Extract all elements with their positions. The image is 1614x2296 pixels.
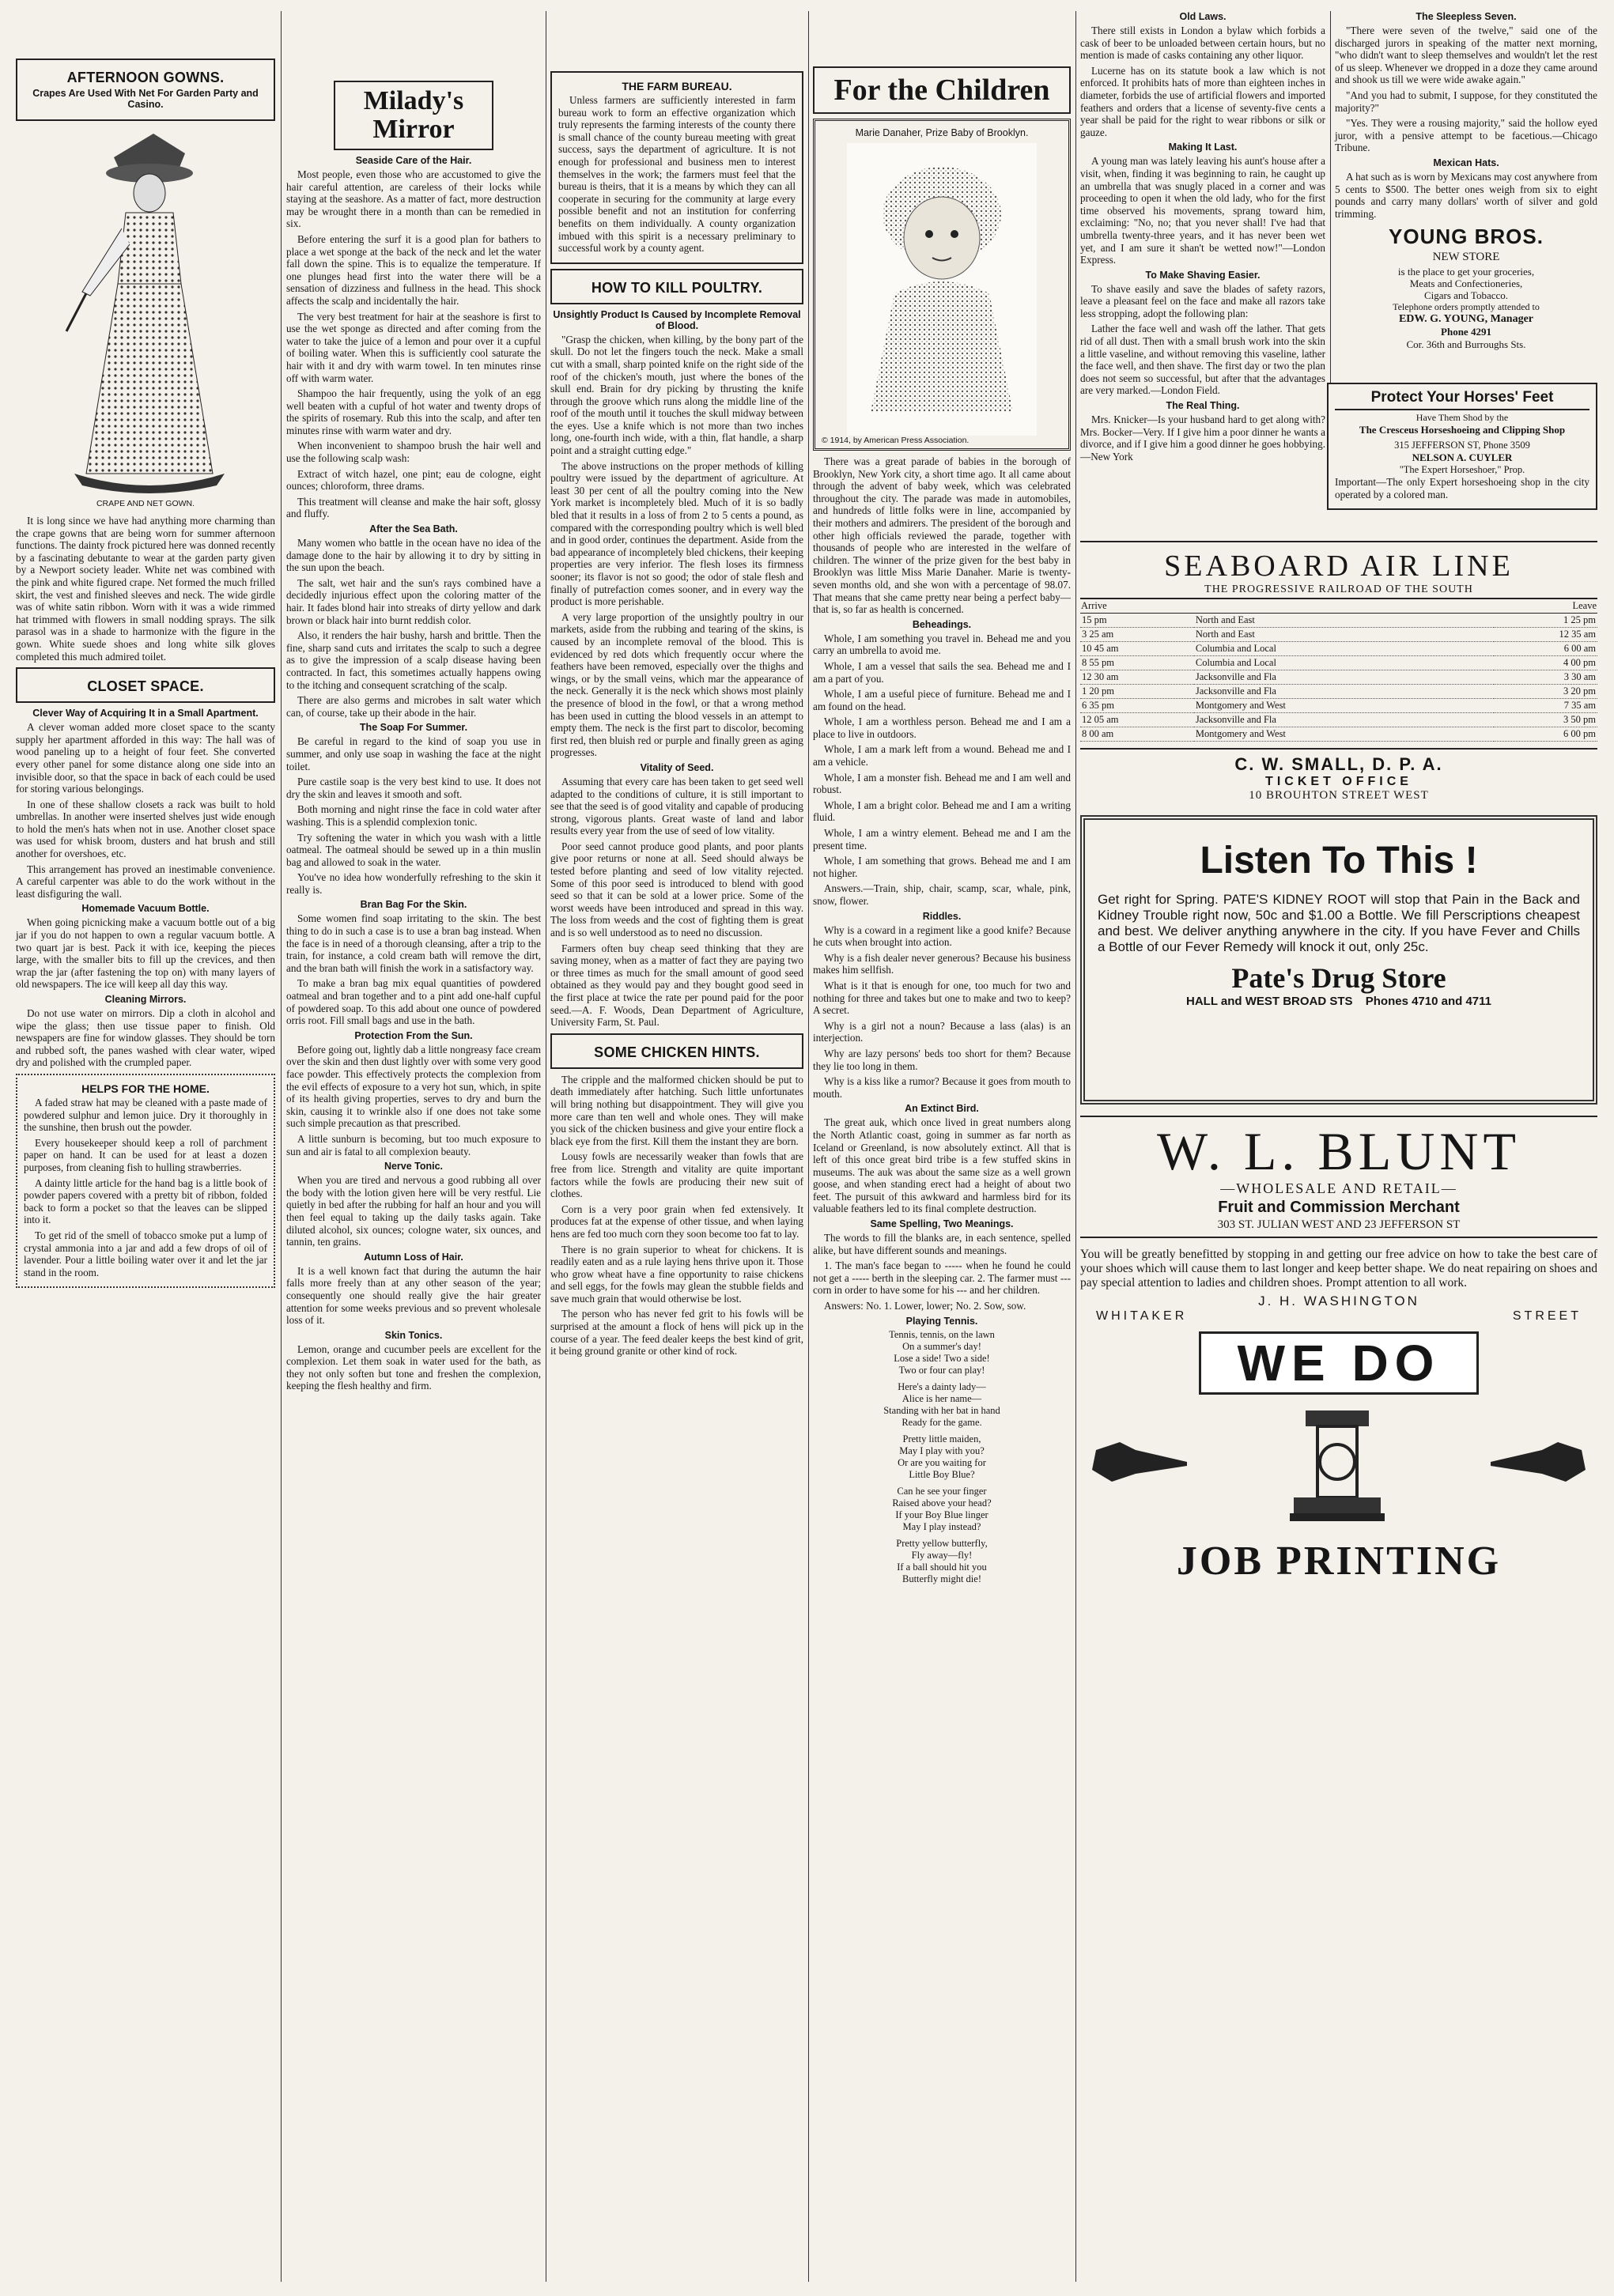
arrive-time: 1 20 pm — [1080, 685, 1194, 699]
chicken-paragraph: The cripple and the malformed chicken should be put to death immediately after hatching. Such little unfortunates will bring nothing but disappointment. They will give you more care than ten well and whole ones. They will make you sick of the chicken business and give your entire flock a black eye from the first. Kill them the instant they are born. — [550, 1073, 803, 1147]
aftersea-paragraph: Also, it renders the hair bushy, harsh and brittle. Then the fine, sharp sand cuts and irritates the scalp to such a degree as to give the impression of a scalp disease having been contracted. In fact, this sometimes actually happens owing to the itching and consequent scratching of the scalp. — [286, 629, 541, 691]
seed-paragraph: Farmers often buy cheap seed thinking that they are saving money, when as a matter of fact they are paying two or three times as much for the small amount of good seed obtained as they would pay and they bought good seed in the first place at twice the rate per pound paid for the poor seed.—A. F. Woods, Dean Department of Agriculture, University Farm, St. Paul. — [550, 942, 803, 1029]
bran-paragraph: To make a bran bag mix equal quantities of powdered oatmeal and bran together and to a pint add one-half cupful of powdered soap. To this add about one ounce of powdered orris root. Fill small bags and use in the bath. — [286, 977, 541, 1027]
spelling-paragraph: 1. The man's face began to ----- when he found he could not get a ----- berth in the sleeping car. 2. The farmer must --- corn in order to have some for his --- and her children. — [813, 1259, 1071, 1297]
horse-owner-title: "The Expert Horseshoer," Prop. — [1399, 464, 1525, 475]
poem-line: May I play with you? — [899, 1444, 985, 1456]
aftersea-title: After the Sea Bath. — [369, 523, 458, 535]
sun-paragraph: Before going out, lightly dab a little nongreasy face cream over the skin and then dust lightly over with some very good face powder. This effectively protects the complexion from the evil effects of exposure to a very hot sun, which, in spite of its health giving properties, serves to dry and burn the skin, causing it to wrinkle also if one does not take some such simple precaution as that prescribed. — [286, 1043, 541, 1130]
seven-title: The Sleepless Seven. — [1416, 11, 1517, 22]
riddles-title: Riddles. — [922, 910, 962, 922]
poem-line: Lose a side! Two a side! — [894, 1352, 990, 1364]
poem-line: Ready for the game. — [901, 1416, 982, 1428]
poem-line: Fly away—fly! — [911, 1549, 973, 1561]
poem-line: Alice is her name— — [901, 1392, 982, 1404]
closet-paragraph: A clever woman added more closet space to the scanty supply her apartment afforded in this way: The hall was of wood paneling up to a height of four feet. She converted every other panel for some distance along one side into an invisible door, so that the space in back of each could be used for storing various belongings. — [16, 721, 275, 795]
seaside-paragraph: The very best treatment for hair at the seashore is first to use the wet sponge as directed and after coming from the water to take the juice of a lemon and pour over it a cupful of boiling water. When this is sufficiently cool saturate the hair with it and dry with warm towel. In ten minutes rinse off with warm water. — [286, 310, 541, 384]
sun-paragraph: A little sunburn is becoming, but too much exposure to sun and air is fatal to all complexion beauty. — [286, 1132, 541, 1157]
timetable-row — [1080, 656, 1597, 670]
gowns-paragraph: It is long since we have had anything more charming than the crape gowns that are being worn for summer afternoon functions. The dainty frock pictured here was donned recently by a fascinating debutante to wear at the garden party given by a Newport society leader. White net was combined with the pink and white figured crape. Net formed the much frilled skirt, the vest and finished sleeves and neck. The wide girdle was of white satin ribbon. Worn with it was a wide rimmed hat trimmed with flowers in small nodding sprays. The silk parasol was in a shade to harmonize with the figure in the gown. White suede shoes and long white silk gloves completed this much admired toilet. — [16, 515, 275, 663]
leave-time: 12 35 am — [1494, 628, 1597, 642]
bird-title: An Extinct Bird. — [905, 1103, 979, 1115]
closet-deck: Clever Way of Acquiring It in a Small Apartment. — [32, 708, 259, 719]
poem-line: If your Boy Blue linger — [895, 1509, 988, 1520]
poem-line: Pretty little maiden, — [902, 1433, 981, 1444]
poem-line: Here's a dainty lady— — [898, 1380, 986, 1392]
skin-paragraph: Lemon, orange and cucumber peels are excellent for the complexion. Let them soak in water used for the bath, as they not only soften but tone and freshen the complexion, keeping the flesh healthy and firm. — [286, 1342, 541, 1392]
pates-phones: Phones 4710 and 4711 — [1365, 995, 1491, 1008]
young-phone: Phone 4291 — [1441, 326, 1491, 338]
baby-photo — [847, 143, 1037, 436]
masthead-title: Milady's Mirror — [363, 86, 464, 144]
seaside-paragraph: Before entering the surf it is a good plan for bathers to place a wet sponge at the back of the neck and let the water fall down the spine. This is to equalize the temperature. If one plunges head first into the water there will be a sensation of dizziness and fullness in the head. This shock affects the scalp and incidentally the hair. — [286, 232, 541, 307]
behead-item: Whole, I am a vessel that sails the sea. Behead me and I am a part of you. — [813, 659, 1071, 685]
seaside-paragraph: Shampoo the hair frequently, using the yolk of an egg well beaten with a cupful of hot water and twenty drops of the spirits of rosemary. Rub this into the scalp, and after ten minutes rinse with warm water and dry. — [286, 387, 541, 436]
horse-address: 315 JEFFERSON ST, Phone 3509 — [1394, 440, 1530, 451]
soap-paragraph: Be careful in regard to the kind of soap you use in summer, and only use soap in washing the face at the night toilet. — [286, 735, 541, 772]
destination: Jacksonville and Fla — [1194, 713, 1494, 727]
leave-time: 4 00 pm — [1494, 656, 1597, 670]
helps-box — [16, 1074, 275, 1288]
closet-paragraph: This arrangement has proved an inestimable convenience. A careful carpenter was able to do the work without in the least disfiguring the wall. — [16, 863, 275, 900]
timetable-row — [1080, 642, 1597, 656]
poem-line: Two or four can play! — [898, 1364, 985, 1376]
behead-item: Whole, I am a monster fish. Behead me and I am well and robust. — [813, 771, 1071, 796]
poem-line: Pretty yellow butterfly, — [896, 1537, 988, 1549]
arrive-header: Arrive — [1080, 599, 1194, 614]
seven-paragraph: "And you had to submit, I suppose, for they constituted the majority?" — [1335, 89, 1597, 114]
young-line: Meats and Confectioneries, — [1409, 278, 1523, 290]
washington-body: You will be greatly benefitted by stopping in and getting our free advice on how to take the best care of your shoes which will cause them to last longer and keep better shape. We do neat repairing on shoes and pay special attention to ladies and children shoes. Prompt attention to all work. — [1080, 1248, 1597, 1290]
arrive-time: 15 pm — [1080, 614, 1194, 628]
poultry-paragraph: "Grasp the chicken, when killing, by the bony part of the skull. Do not let the fingers touch the neck. Make a small cut with a small, sharp pointed knife on the right side of the roof of the chicken's mouth, just where the bones of the skull end. Brain for dry picking by thrusting the knife through the groove which runs along the middle line of the roof of the mouth until it touches the skull midway between the eyes. Use a knife which is not more than two inches long, one-fourth inch wide, with a thin, flat handle, a sharp point and a straight cutting edge." — [550, 333, 803, 457]
helps-paragraph: Every housekeeper should keep a roll of parchment paper on hand. It can be used for at least a dozen purposes, from cleaning fish to hulling strawberries. — [24, 1136, 267, 1173]
chicken-title: SOME CHICKEN HINTS. — [594, 1044, 760, 1060]
last-title: Making It Last. — [1168, 142, 1238, 153]
arrive-time: 12 05 am — [1080, 713, 1194, 727]
horse-shop: The Cresceus Horseshoeing and Clipping Shop — [1359, 424, 1566, 436]
arrive-time: 10 45 am — [1080, 642, 1194, 656]
horse-important: Important—The only Expert horseshoeing shop in the city operated by a colored man. — [1335, 476, 1589, 500]
closet-title: CLOSET SPACE. — [87, 678, 204, 695]
hats-paragraph: A hat such as is worn by Mexicans may cost anywhere from 5 cents to $500. The better ones weigh from six to eight pounds and carry many dollars' worth of silver and gold trimming. — [1335, 170, 1597, 220]
rail-address: 10 BROUHTON STREET WEST — [1249, 789, 1429, 802]
miladys-mirror-masthead — [334, 81, 493, 150]
pointing-hand-icon — [1088, 1434, 1191, 1490]
nerve-paragraph: When you are tired and nervous a good rubbing all over the body with the lotion given here will be very restful. Lie quietly in bed after the rubbing for half an hour and you will then feel equal to taking up the daily tasks again. Take diluted alcohol, six ounces; cologne water, six ounces, and tannin, ten grains. — [286, 1174, 541, 1248]
spelling-paragraph: The words to fill the blanks are, in each sentence, spelled alike, but have different sounds and meanings. — [813, 1232, 1071, 1256]
timetable-row — [1080, 670, 1597, 685]
poem-line: Raised above your head? — [892, 1497, 992, 1509]
destination: Jacksonville and Fla — [1194, 670, 1494, 685]
blunt-address: 303 ST. JULIAN WEST AND 23 JEFFERSON ST — [1217, 1218, 1461, 1231]
column-4 — [813, 11, 1071, 2282]
soap-paragraph: Both morning and night rinse the face in cold water after washing. This is a splendid complexion tonic. — [286, 803, 541, 828]
young-line: Cigars and Tobacco. — [1423, 289, 1509, 302]
washington-street-right: STREET — [1512, 1309, 1582, 1323]
pates-drug-ad — [1080, 815, 1597, 1105]
helps-paragraph: A faded straw hat may be cleaned with a paste made of powdered sulphur and lemon juice. Dry it thoroughly in the sunshine, then brush out the powder. — [24, 1096, 267, 1134]
poultry-paragraph: A very large proportion of the unsightly poultry in our markets, aside from the rubbing and tearing of the skins, is caused by an incomplete removal of the blood. This is evidenced by red dots which frequently occur where the feathers have been removed, especially over the thighs and wings, or by the small veins, which mar the appearance of the neck. Generally it is the neck which shows most plainly the presence of blood in the fowl, or that a wrong method has been used in cutting the blood vessels in an attempt to empty them. The neck is the first part to discolor, becoming first red, then bluish red or purple and finally green as aging progresses. — [550, 610, 803, 759]
seaside-paragraph: Extract of witch hazel, one pint; eau de cologne, eight ounces; chloroform, three drams. — [286, 467, 541, 493]
horse-owner: NELSON A. CUYLER — [1412, 451, 1513, 463]
riddle-item: Why is a fish dealer never generous? Because his business makes him sellfish. — [813, 951, 1071, 976]
pates-headline: Listen To This ! — [1200, 840, 1478, 882]
behead-item: Whole, I am a worthless person. Behead me and I am a place to live in outdoors. — [813, 716, 1071, 740]
riddle-item: Why is a coward in a regiment like a good knife? Because he cuts when brought into action. — [813, 923, 1071, 949]
leave-time: 1 25 pm — [1494, 614, 1597, 628]
riddle-item: Why are lazy persons' beds too short for them? Because they lie too long in them. — [813, 1047, 1071, 1072]
baby-caption: Marie Danaher, Prize Baby of Brooklyn. — [855, 127, 1029, 138]
hats-title: Mexican Hats. — [1433, 157, 1499, 168]
young-address: Cor. 36th and Burroughs Sts. — [1406, 338, 1526, 351]
aftersea-paragraph: The salt, wet hair and the sun's rays combined have a decidedly injurious effect upon the coloring matter of the hair. It fades blond hair into streaks of dirty yellow and dark brown or black hair into burnt reddish color. — [286, 576, 541, 626]
woman-in-gown-illustration — [43, 126, 248, 497]
sun-title: Protection From the Sun. — [354, 1029, 473, 1041]
arrive-time: 6 35 pm — [1080, 699, 1194, 713]
seven-paragraph: "Yes. They were a rousing majority," said the hollow eyed juror, with a pensive attempt to be facetious.—Chicago Tribune. — [1335, 117, 1597, 154]
destination: Jacksonville and Fla — [1194, 685, 1494, 699]
poem-line: Can he see your finger — [897, 1485, 987, 1497]
arrive-time: 8 00 am — [1080, 727, 1194, 742]
bird-paragraph: The great auk, which once lived in great numbers along the North Atlantic coast, going in summer as far north as Iceland or Greenland, is now absolutely extinct. All that is left of this once great bird tribe is a few stuffed skins in museums. The auk was about the same size as a well grown goose, and when standing erect had a height of about two feet. The pursuit of this awkward and harmless bird for its valuable feathers led to its final complete destruction. — [813, 1116, 1071, 1215]
young-line: Telephone orders promptly attended to — [1393, 301, 1540, 313]
gowns-deck: Crapes Are Used With Net For Garden Party and Casino. — [32, 88, 259, 110]
helps-paragraph: A dainty little article for the hand bag is a little book of powder papers covered with a pretty bit of ribbon, folded back to form a pocket so that the leaves can be slipped into it. — [24, 1176, 267, 1226]
baby-photo-box — [813, 119, 1071, 451]
washington-ad — [1080, 1248, 1597, 1324]
mirrors-title: Cleaning Mirrors. — [104, 994, 187, 1005]
chicken-header-box — [550, 1033, 803, 1069]
real-title: The Real Thing. — [1166, 400, 1240, 412]
laws-paragraph: There still exists in London a bylaw which forbids a cask of beer to be unloaded between certain hours, but no mention is made of casks containing any other liquor. — [1080, 25, 1325, 62]
destination: Montgomery and West — [1194, 699, 1494, 713]
spelling-title: Same Spelling, Two Meanings. — [870, 1218, 1014, 1230]
chicken-paragraph: There is no grain superior to wheat for chickens. It is readily eaten and as a rule laying hens thrive upon it. Those who grow wheat have a fine opportunity to raise chickens and sell eggs, for the fowls may glean the stubble fields and save much grain that would otherwise be lost. — [550, 1243, 803, 1305]
leave-time: 6 00 pm — [1494, 727, 1597, 742]
timetable-row — [1080, 727, 1597, 742]
column-3 — [550, 11, 803, 2282]
seed-title: Vitality of Seed. — [640, 761, 714, 773]
timetable-row — [1080, 713, 1597, 727]
dest-header — [1194, 599, 1494, 614]
young-line: is the place to get your groceries, — [1397, 266, 1535, 278]
washington-street-left: WHITAKER — [1096, 1309, 1188, 1323]
bran-paragraph: Some women find soap irritating to the skin. The best thing to do in such a case is to use a bran bag instead. When the face is in need of a thorough cleansing, after a trip to the train, for instance, a cold cream bath will remove the dirt, and the bran bath will finish the work in a satisfactory way. — [286, 912, 541, 974]
poultry-header-box — [550, 269, 803, 304]
young-manager: EDW. G. YOUNG, Manager — [1398, 313, 1534, 326]
printing-press-illustration — [1274, 1395, 1400, 1529]
job-printing-ad — [1080, 1331, 1597, 1584]
rail-tagline: THE PROGRESSIVE RAILROAD OF THE SOUTH — [1080, 583, 1597, 599]
young-store: NEW STORE — [1432, 251, 1500, 264]
helps-paragraph: To get rid of the smell of tobacco smoke put a lump of crystal ammonia into a jar and add a few drops of oil of lavender. Pour a little boiling water over it and let the jar stand in the room. — [24, 1229, 267, 1278]
tennis-poem — [813, 1329, 1071, 1585]
farm-bureau-box — [550, 71, 803, 264]
chicken-paragraph: Lousy fowls are necessarily weaker than fowls that are free from lice. Strength and vitality are quite important factors while the fowls are producing their new suit of clothes. — [550, 1150, 803, 1200]
destination: Montgomery and West — [1194, 727, 1494, 742]
poem-line: If a ball should hit you — [897, 1561, 987, 1573]
gown-caption: CRAPE AND NET GOWN. — [96, 499, 195, 508]
washington-name: J. H. WASHINGTON — [1258, 1293, 1419, 1308]
arrive-time: 3 25 am — [1080, 628, 1194, 642]
seed-paragraph: Poor seed cannot produce good plants, and poor plants give poor returns or none at all. Seed should always be tested before planting and seed of low vitality rejected. Some of this poor seed is introduced to blend with good seed so that it can be sold at a lower price. Some of the worst weeds have been introduced and spread in this way. The loss from weeds and the cost of fighting them is great and is so well understood as to need no discussion. — [550, 840, 803, 939]
destination: Columbia and Local — [1194, 656, 1494, 670]
seed-paragraph: Assuming that every care has been taken to get seed well adapted to the conditions of culture, it is still important to see that the seed is of good vitality and capable of producing strong, vigorous plants. Great waste of land and labor results every year from the use of seed of low vitality. — [550, 775, 803, 837]
blunt-name: W. L. BLUNT — [1156, 1121, 1521, 1181]
pates-body: Get right for Spring. PATE'S KIDNEY ROOT will stop that Pain in the Back and Kidney Trouble right now, 50c and $1.00 a Bottle. We fill Perscriptions cheapest and best. We deliver anything anywhere in the city. If you have Fever and Chills a Bottle of our Fever Remedy will knock it out, only 25c. — [1098, 892, 1580, 954]
column-1 — [16, 11, 275, 2282]
leave-time: 6 00 am — [1494, 642, 1597, 656]
blunt-trade: Fruit and Commission Merchant — [1218, 1199, 1460, 1216]
real-paragraph: Mrs. Knicker—Is your husband hard to get along with? Mrs. Bocker—Very. If I give him a poor dinner he wants a divorce, and if I give him a good dinner he goes hobbying.—New York — [1080, 414, 1325, 463]
shave-title: To Make Shaving Easier. — [1145, 269, 1261, 281]
timetable-row — [1080, 685, 1597, 699]
poem-line: Tennis, tennis, on the lawn — [889, 1328, 995, 1340]
riddle-item: Why is a girl not a noun? Because a lass (alas) is an interjection. — [813, 1019, 1071, 1044]
spelling-paragraph: Answers: No. 1. Lower, lower; No. 2. Sow, sow. — [824, 1300, 1026, 1312]
chicken-paragraph: Corn is a very poor grain when fed extensively. It produces fat at the expense of other tissue, and when laying hens are fed too much corn they soon become too fat to lay. — [550, 1203, 803, 1240]
soap-title: The Soap For Summer. — [359, 722, 468, 734]
rail-name: SEABOARD AIR LINE — [1164, 549, 1514, 583]
helps-title: HELPS FOR THE HOME. — [81, 1082, 210, 1095]
rail-section — [1080, 541, 1597, 802]
seaside-paragraph: When inconvenient to shampoo brush the hair well and use the following scalp wash: — [286, 440, 541, 465]
job-line2: JOB PRINTING — [1176, 1539, 1502, 1584]
shave-paragraph: Lather the face well and wash off the lather. That gets rid of all dust. Then with a small brush work into the skin a little vaseline, and without removing this vaseline, lather the face well, and then shave. The first day or two the plan does not seem so successful, but after that the advantages are very marked.—London Field. — [1080, 323, 1325, 397]
farm-title: THE FARM BUREAU. — [622, 80, 732, 93]
pates-store: Pate's Drug Store — [1231, 962, 1446, 994]
tennis-title: Playing Tennis. — [905, 1315, 978, 1327]
closet-paragraph: In one of these shallow closets a rack was built to hold umbrellas. In another were inserted shelves just wide enough to hold the men's hats when not in use. Another closet space was used for whisk broom, dusters and hat brush and still another for overshoes, etc. — [16, 798, 275, 860]
arrive-time: 8 55 pm — [1080, 656, 1194, 670]
leave-time: 3 20 pm — [1494, 685, 1597, 699]
poem-line: Or are you waiting for — [898, 1456, 986, 1468]
column-5 — [1080, 11, 1325, 463]
photo-credit: © 1914, by American Press Association. — [822, 436, 970, 445]
for-the-children-masthead — [813, 66, 1071, 114]
horse-line: Have Them Shod by the — [1416, 412, 1509, 423]
job-line1: WE DO — [1199, 1331, 1479, 1395]
poem-line: Butterfly might die! — [902, 1573, 981, 1584]
closet-header-box — [16, 667, 275, 703]
leave-time: 3 50 pm — [1494, 713, 1597, 727]
destination: Columbia and Local — [1194, 642, 1494, 656]
soap-paragraph: Try softening the water in which you wash with a little oatmeal. The oatmeal should be sewed up in a thin muslin bag and allowed to soak in the water. — [286, 831, 541, 868]
leave-time: 7 35 am — [1494, 699, 1597, 713]
autumn-paragraph: It is a well known fact that during the autumn the hair falls more freely than at any other season of the year; consequently one should really give the hair greater attention for some weeks previous and so prevent wholesale loss of it. — [286, 1264, 541, 1327]
behead-answers: Answers.—Train, ship, chair, scamp, scar, whale, pink, snow, flower. — [813, 882, 1071, 907]
farm-paragraph: Unless farmers are sufficiently interested in farm bureau work to form an effective organization which truly represents the farming interests of the county there is small chance of the county bureau meeting with great success, says the department of agriculture. It is not enough for professional and business men to interest themselves in the work; the farmers must feel that the bureau is theirs, that it is a means by which they can all cooperate in securing for the community at large every possible benefit and not an institution for conferring benefits on them individually. A county organization imbued with this spirit is a necessary preliminary to successful work by a county agent. — [558, 94, 796, 255]
behead-item: Whole, I am a mark left from a wound. Behead me and I am a vehicle. — [813, 743, 1071, 768]
chicken-paragraph: The person who has never fed grit to his fowls will be surprised at the amount a flock of hens will pick up in the course of a year. The feed dealer keeps the best kind of grit, it being ground granite or other kind of rock. — [550, 1308, 803, 1358]
seaside-paragraph: This treatment will cleanse and make the hair soft, glossy and fluffy. — [286, 495, 541, 520]
rail-timetable — [1080, 599, 1597, 742]
aftersea-paragraph: Many women who battle in the ocean have no idea of the damage done to the hair by allowing it to dry by sitting in the sun upon the beach. — [286, 537, 541, 574]
column-2 — [286, 11, 541, 2282]
behead-item: Whole, I am a useful piece of furniture. Behead me and I am found on the head. — [813, 688, 1071, 712]
young-bros-ad — [1335, 225, 1597, 351]
seaboard-railroad-ad — [1080, 383, 1597, 1584]
laws-title: Old Laws. — [1179, 11, 1227, 22]
destination: North and East — [1194, 628, 1494, 642]
blunt-tagline: —WHOLESALE AND RETAIL— — [1220, 1180, 1457, 1196]
poem-line: May I play instead? — [902, 1520, 981, 1532]
young-name: YOUNG BROS. — [1389, 225, 1544, 249]
pointing-hand-icon — [1487, 1434, 1589, 1490]
vacuum-paragraph: When going picnicking make a vacuum bottle out of a big jar if you do not happen to own a regular vacuum bottle. A two quart jar is best. Pack it with ice, keeping the pieces large, with the smaller bits to fill up the crevices, and then wrap the jar (after fastening the top on) with many layers of old newspapers. The ice will keep all day this way. — [16, 916, 275, 991]
horse-headline: Protect Your Horses' Feet — [1335, 389, 1589, 410]
arrive-time: 12 30 am — [1080, 670, 1194, 685]
laws-paragraph: Lucerne has on its statute book a law which is not enforced. It prohibits hats of more than eighteen inches in diameter, forbids the use of artificial flowers and imported feathers and orders that a license of seventy-five cents a year shall be paid for the right to wear ribbons or silk or gauze. — [1080, 64, 1325, 138]
seven-paragraph: "There were seven of the twelve," said one of the discharged jurors in speaking of the matter next morning, "who didn't want to sleep themselves and wouldn't let the rest of us sleep. Whenever we dropped in a doze they came around and shook us till we were wide awake again." — [1335, 25, 1597, 86]
poultry-title: HOW TO KILL POULTRY. — [591, 279, 763, 296]
seaside-title: Seaside Care of the Hair. — [355, 155, 472, 166]
blunt-ad — [1080, 1116, 1597, 1238]
leave-time: 3 30 am — [1494, 670, 1597, 685]
column-6 — [1335, 11, 1597, 383]
behead-item: Whole, I am a wintry element. Behead me and I am the present time. — [813, 827, 1071, 852]
poultry-paragraph: The above instructions on the proper methods of killing poultry were issued by the department of agriculture. At least 30 per cent of all the poultry coming into the New York market is incompletely bled. Much of it is so badly bled that it results in a loss of from 2 to 5 cents a pound, as compared with the corresponding poultry which is well bled and in good order, continues the department. Aside from the bad appearance of incompletely bled chickens, their keeping properties are very inferior. The flesh loses its firmness sooner; its flavor is not so good; the odor of stale flesh and finally of putrefaction comes sooner, and in every way the product is more perishable. — [550, 459, 803, 608]
behead-item: Whole, I am something you travel in. Behead me and you carry an umbrella to avoid me. — [813, 632, 1071, 657]
nerve-title: Nerve Tonic. — [384, 1161, 444, 1173]
poem-line: On a summer's day! — [902, 1340, 981, 1352]
riddle-item: What is it that is enough for one, too much for two and nothing for three and takes but one to make and two to keep? A secret. — [813, 979, 1071, 1017]
aftersea-paragraph: There are also germs and microbes in salt water which can, of course, take up their abode in the hair. — [286, 694, 541, 719]
timetable-row — [1080, 614, 1597, 628]
bran-title: Bran Bag For the Skin. — [360, 899, 467, 911]
baby-paragraph: There was a great parade of babies in the borough of Brooklyn, New York city, a short time ago. It all came about through the advent of baby week, which was celebrated throughout the city. The parade was made in automobiles, and hundreds of little folks were in line, accompanied by their mothers and admirers. The president of the borough and other high officials reviewed the parade, together with thousands of people who are interested in the welfare of children. The winner of the prize given for the best baby in Brooklyn was little Miss Marie Danaher. Marie is twenty-seven months old, and she won with a percentage of 98.07. That means that she came pretty near being a perfect baby—that is, so far as health is concerned. — [813, 455, 1071, 616]
column-rule — [808, 11, 809, 2282]
poultry-deck: Unsightly Product Is Caused by Incomplete Removal of Blood. — [553, 308, 801, 331]
column-rule — [281, 11, 282, 2282]
skin-title: Skin Tonics. — [384, 1329, 443, 1341]
last-paragraph: A young man was lately leaving his aunt's house after a visit, when, finding it was beginning to rain, he caught up an umbrella that was snugly placed in a corner and was proceeding to open it when the old lady, who for the first time observed his movements, sprang toward him, exclaiming: "No, no; that you never shall! I've had that umbrella twenty-three years, and it has never been wet yet, and I am sure it shan't be wetted now!"—London Express. — [1080, 155, 1325, 266]
leave-header: Leave — [1494, 599, 1597, 614]
soap-paragraph: Pure castile soap is the very best kind to use. It does not dry the skin and leaves it smooth and soft. — [286, 776, 541, 800]
gowns-title: AFTERNOON GOWNS. — [66, 70, 225, 85]
soap-paragraph: You've no idea how wonderfully refreshing to the skin it really is. — [286, 871, 541, 896]
seaside-paragraph: Most people, even those who are accustomed to give the hair careful attention, are careless of their locks while staying at the seashore. As a matter of fact, more destruction may be wrought there in a month than can be remedied in six. — [286, 168, 541, 230]
column-rule — [1330, 11, 1331, 383]
autumn-title: Autumn Loss of Hair. — [364, 1251, 463, 1263]
riddle-item: Why is a kiss like a rumor? Because it goes from mouth to mouth. — [813, 1075, 1071, 1100]
mirrors-paragraph: Do not use water on mirrors. Dip a cloth in alcohol and wipe the glass; then use tissue paper to finish. Old newspapers are fine for window glasses. They should be torn and rubbed soft, the panes washed with clear water, wiped dry and polished with the crumpled paper. — [16, 1007, 275, 1069]
vacuum-title: Homemade Vacuum Bottle. — [81, 903, 210, 915]
children-masthead-title: For the Children — [833, 74, 1050, 107]
rail-office: TICKET OFFICE — [1265, 775, 1412, 788]
behead-item: Whole, I am something that grows. Behead me and I am not higher. — [813, 855, 1071, 879]
pates-address: HALL and WEST BROAD STS — [1186, 995, 1353, 1008]
destination: North and East — [1194, 614, 1494, 628]
column-rule — [1075, 11, 1076, 2282]
timetable-row — [1080, 628, 1597, 642]
newspaper-page — [16, 11, 1597, 2282]
gowns-header-box — [16, 59, 275, 121]
poem-line: Standing with her bat in hand — [883, 1404, 1000, 1416]
shave-paragraph: To shave easily and save the blades of safety razors, leave a pleasant feel on the face and make all razors take less stropping, adopt the following plan: — [1080, 282, 1325, 319]
behead-item: Whole, I am a bright color. Behead me and I am a writing fluid. — [813, 799, 1071, 824]
behead-title: Beheadings. — [912, 618, 972, 630]
timetable-row — [1080, 699, 1597, 713]
horseshoe-ad — [1327, 383, 1597, 510]
rail-agent-block — [1080, 748, 1597, 802]
rail-agent: C. W. SMALL, D. P. A. — [1234, 754, 1443, 774]
poem-line: Little Boy Blue? — [909, 1468, 975, 1480]
